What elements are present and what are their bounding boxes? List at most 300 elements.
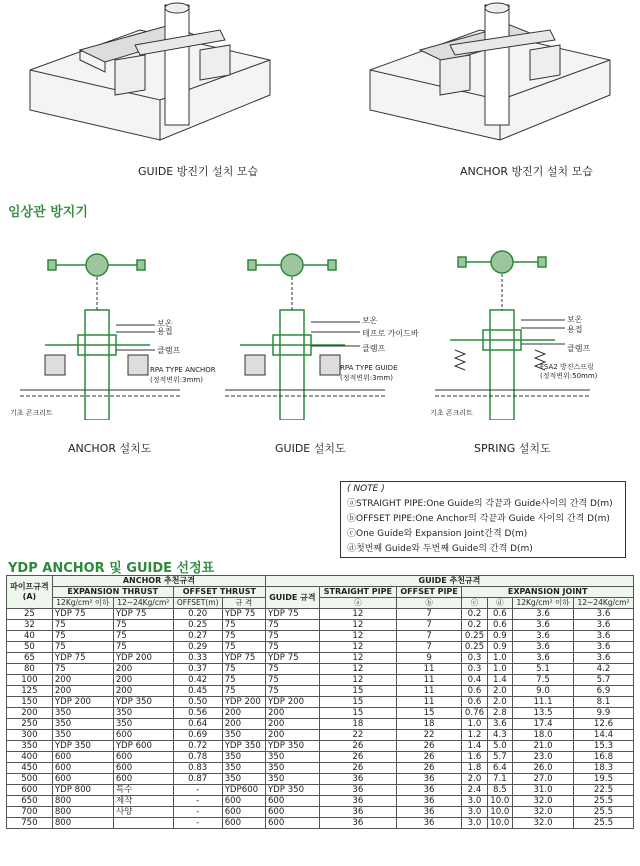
table-cell: 600 (265, 807, 319, 818)
table-cell: 7 (396, 609, 462, 620)
table-row (7, 620, 634, 631)
table-cell: 0.33 (173, 653, 222, 664)
table-row (7, 763, 634, 774)
table-cell: 3.6 (574, 620, 634, 631)
table-cell: 75 (222, 642, 265, 653)
th-pipe: 파이프규격 (A) (7, 576, 53, 609)
table-cell: 25.5 (574, 818, 634, 829)
anchor-label-foundation: 기초 콘크리트 (10, 409, 53, 417)
table-cell: 350 (222, 774, 265, 785)
table-cell: 600 (52, 774, 113, 785)
table-cell: 200 (52, 675, 113, 686)
table-cell: 350 (222, 763, 265, 774)
table-cell: 0.50 (173, 697, 222, 708)
table-cell: 15 (319, 708, 396, 719)
table-cell: YDP 75 (222, 609, 265, 620)
table-cell: YDP 75 (222, 653, 265, 664)
table-cell: 15.3 (574, 741, 634, 752)
anchor-label-clamp: 클램프 (157, 346, 181, 355)
table-cell: 75 (52, 620, 113, 631)
table-cell: 7 (396, 642, 462, 653)
table-cell: 12 (319, 631, 396, 642)
table-cell: 32.0 (513, 818, 574, 829)
table-cell: 10.0 (487, 807, 512, 818)
table-cell: 3.0 (462, 818, 487, 829)
table-cell: 0.27 (173, 631, 222, 642)
note-line: ⓒOne Guide와 Expansion Joint간격 D(m) (347, 529, 528, 539)
table-cell: 600 (113, 763, 173, 774)
table-cell: 75 (265, 664, 319, 675)
table-cell: 4.2 (574, 664, 634, 675)
table-cell: 0.6 (487, 609, 512, 620)
table-cell: 12 (319, 609, 396, 620)
table-cell: 75 (113, 620, 173, 631)
table-cell: 500 (7, 774, 53, 785)
table-cell: 200 (265, 730, 319, 741)
table-cell: 40 (7, 631, 53, 642)
table-cell: 800 (52, 818, 113, 829)
table-cell: - (173, 818, 222, 829)
spring-label-foundation: 기초 콘크리트 (430, 409, 473, 417)
th-a: ⓐ (319, 598, 396, 609)
table-cell: 1.0 (462, 719, 487, 730)
table-cell: 600 (113, 730, 173, 741)
table-cell: 36 (319, 807, 396, 818)
table-cell: YDP 75 (113, 609, 173, 620)
table-cell: 36 (319, 774, 396, 785)
table-cell: 5.7 (487, 752, 512, 763)
table-cell: 350 (7, 741, 53, 752)
table-cell: 특수 (113, 785, 173, 796)
table-cell: YDP 350 (113, 697, 173, 708)
table-cell: 700 (7, 807, 53, 818)
table-cell: 75 (265, 631, 319, 642)
table-cell: 0.2 (462, 620, 487, 631)
th-c: ⓒ (462, 598, 487, 609)
table-cell: 3.6 (513, 631, 574, 642)
table-cell: 0.25 (173, 620, 222, 631)
table-cell: 21.0 (513, 741, 574, 752)
table-cell: 600 (52, 752, 113, 763)
table-cell: 80 (7, 664, 53, 675)
table-cell: 15 (319, 686, 396, 697)
table-cell: 0.20 (173, 609, 222, 620)
table-cell: 0.9 (487, 642, 512, 653)
table-cell: 36 (396, 807, 462, 818)
table-cell: 0.45 (173, 686, 222, 697)
table-cell: 26 (319, 752, 396, 763)
table-cell: 450 (7, 763, 53, 774)
table-cell: 350 (265, 752, 319, 763)
table-cell: 800 (52, 796, 113, 807)
table-cell: 1.0 (487, 653, 512, 664)
table-cell: 0.76 (462, 708, 487, 719)
table-cell: 150 (7, 697, 53, 708)
table-cell: 200 (7, 708, 53, 719)
table-cell: 12 (319, 653, 396, 664)
table-cell: 0.37 (173, 664, 222, 675)
table-cell: 12.6 (574, 719, 634, 730)
table-cell: 200 (113, 686, 173, 697)
table-cell: 36 (396, 774, 462, 785)
table-cell: 300 (7, 730, 53, 741)
note-line: ⓐSTRAIGHT PIPE:One Guide의 각끝과 Guide사이의 간격 D(m) (347, 499, 613, 509)
table-cell: 16.8 (574, 752, 634, 763)
table-cell: 12 (319, 620, 396, 631)
table-cell: 32 (7, 620, 53, 631)
th-offset-thrust: OFFSET THRUST (173, 587, 265, 598)
anchor-label-rpa-sub: (정적변위:3mm) (150, 376, 203, 384)
table-cell: 5.0 (487, 741, 512, 752)
table-title: YDP ANCHOR 및 GUIDE 선정표 (8, 561, 215, 576)
table-cell: 13.5 (513, 708, 574, 719)
table-cell: 18 (319, 719, 396, 730)
table-row (7, 664, 634, 675)
table-cell: 2.4 (462, 785, 487, 796)
th-exp-thrust: EXPANSION THRUST (52, 587, 173, 598)
table-cell: 11.1 (513, 697, 574, 708)
table-cell: 75 (265, 620, 319, 631)
table-cell: 9.9 (574, 708, 634, 719)
table-cell: YDP 75 (265, 609, 319, 620)
table-cell: 3.0 (462, 796, 487, 807)
table-cell: 18.0 (513, 730, 574, 741)
table-cell: 75 (113, 631, 173, 642)
table-cell: 9 (396, 653, 462, 664)
table-cell: 26 (396, 763, 462, 774)
table-cell (113, 818, 173, 829)
table-cell: 0.42 (173, 675, 222, 686)
table-cell: 4.3 (487, 730, 512, 741)
table-cell: 6.4 (487, 763, 512, 774)
table-cell: 0.6 (462, 686, 487, 697)
table-cell: 200 (52, 686, 113, 697)
anchor-label-weld: 용접 (157, 327, 173, 336)
table-row (7, 807, 634, 818)
guide-label-insulation: 보온 (362, 316, 378, 325)
table-cell: YDP 200 (265, 697, 319, 708)
table-cell: 17.4 (513, 719, 574, 730)
guide-diagram-caption: GUIDE 설치도 (275, 442, 346, 455)
table-cell: 31.0 (513, 785, 574, 796)
note-line: ⓑOFFSET PIPE:One Anchor의 각끝과 Guide 사이의 간격 D(m) (347, 514, 610, 524)
table-row (7, 719, 634, 730)
table-cell: 10.0 (487, 818, 512, 829)
table-cell: 350 (222, 752, 265, 763)
table-cell: 200 (265, 719, 319, 730)
table-cell: 7.1 (487, 774, 512, 785)
table-cell: 600 (113, 752, 173, 763)
table-cell: 32.0 (513, 796, 574, 807)
table-cell: - (173, 807, 222, 818)
table-cell: 350 (52, 719, 113, 730)
table-cell: 0.56 (173, 708, 222, 719)
table-cell: 6.9 (574, 686, 634, 697)
table-cell: 75 (113, 642, 173, 653)
table-cell: 25.5 (574, 807, 634, 818)
table-cell: 200 (265, 708, 319, 719)
table-cell: 36 (396, 796, 462, 807)
table-cell: 26 (319, 741, 396, 752)
table-cell: 750 (7, 818, 53, 829)
table-cell: 26 (396, 752, 462, 763)
table-cell: 350 (52, 708, 113, 719)
table-row (7, 686, 634, 697)
table-cell: 3.6 (513, 642, 574, 653)
th-offset: OFFSET PIPE (396, 587, 462, 598)
table-cell: 9.0 (513, 686, 574, 697)
table-cell: 1.8 (462, 763, 487, 774)
table-cell: 25 (7, 609, 53, 620)
guide-label-rpa: RPA TYPE GUIDE (340, 364, 398, 372)
th-12-24: 12~24Kg/cm² (113, 598, 173, 609)
table-cell: YDP 75 (52, 653, 113, 664)
table-cell: 350 (222, 730, 265, 741)
table-cell: 0.6 (487, 620, 512, 631)
table-cell: 3.6 (513, 653, 574, 664)
table-cell: 0.3 (462, 664, 487, 675)
table-cell: 5.1 (513, 664, 574, 675)
table-cell: 0.78 (173, 752, 222, 763)
table-cell: 0.4 (462, 675, 487, 686)
table-cell: 27.0 (513, 774, 574, 785)
note-line: ⓓ첫번째 Guide와 두번째 Guide의 간격 D(m) (347, 544, 533, 554)
table-cell: 200 (222, 708, 265, 719)
th-straight: STRAIGHT PIPE (319, 587, 396, 598)
table-cell: 50 (7, 642, 53, 653)
table-cell: 10.0 (487, 796, 512, 807)
table-cell: 3.6 (513, 620, 574, 631)
spring-label-insulation: 보온 (567, 315, 583, 324)
table-cell: 75 (52, 631, 113, 642)
guide-install-drawing (20, 0, 280, 150)
table-cell: 7.5 (513, 675, 574, 686)
th-12: 12Kg/cm² 이하 (52, 598, 113, 609)
note-box (340, 481, 626, 558)
table-cell: 125 (7, 686, 53, 697)
table-cell: 350 (113, 708, 173, 719)
table-cell: YDP 200 (222, 697, 265, 708)
table-cell: 1.2 (462, 730, 487, 741)
guide-install-caption: GUIDE 방진기 설치 모습 (138, 165, 259, 178)
th-ej12: 12Kg/cm² 이하 (513, 598, 574, 609)
table-cell: 22 (319, 730, 396, 741)
spring-diagram (430, 250, 635, 420)
table-cell: 75 (222, 631, 265, 642)
spring-label-fsa2-sub: (정적변위:50mm) (540, 372, 598, 380)
section-title: 임상관 방지기 (8, 205, 88, 220)
table-cell: 25.5 (574, 796, 634, 807)
table-cell: 3.6 (574, 653, 634, 664)
table-cell: 15 (396, 708, 462, 719)
table-row (7, 697, 634, 708)
table-row (7, 752, 634, 763)
table-cell: 600 (265, 818, 319, 829)
table-cell: 3.6 (574, 642, 634, 653)
table-cell: 36 (319, 785, 396, 796)
th-ej24: 12~24Kg/cm² (574, 598, 634, 609)
spring-label-fsa2: FSA2 방진스프링 (540, 363, 594, 371)
table-cell: 600 (222, 818, 265, 829)
table-cell: 11 (396, 697, 462, 708)
table-cell: 0.3 (462, 653, 487, 664)
table-row (7, 642, 634, 653)
table-cell: 75 (222, 620, 265, 631)
table-cell: 14.4 (574, 730, 634, 741)
table-cell: 600 (222, 796, 265, 807)
table-row (7, 675, 634, 686)
table-row (7, 741, 634, 752)
table-row (7, 653, 634, 664)
table-cell: 7 (396, 620, 462, 631)
table-cell: 19.5 (574, 774, 634, 785)
table-cell: 75 (222, 686, 265, 697)
table-cell: 0.25 (462, 642, 487, 653)
anchor-label-rpa: RPA TYPE ANCHOR (150, 366, 216, 374)
table-row (7, 796, 634, 807)
th-offset-m: OFFSET(m) (173, 598, 222, 609)
table-cell: 26 (396, 741, 462, 752)
table-row (7, 785, 634, 796)
table-cell: 3.6 (574, 609, 634, 620)
table-row (7, 708, 634, 719)
table-cell: 250 (7, 719, 53, 730)
anchor-diagram-caption: ANCHOR 설치도 (68, 442, 152, 455)
anchor-install-caption: ANCHOR 방진기 설치 모습 (460, 165, 593, 178)
table-cell: 600 (7, 785, 53, 796)
table-cell: 18.3 (574, 763, 634, 774)
table-cell: 1.4 (487, 675, 512, 686)
table-row (7, 774, 634, 785)
table-cell: YDP600 (222, 785, 265, 796)
table-cell: 0.29 (173, 642, 222, 653)
table-row (7, 730, 634, 741)
th-guide: GUIDE 추천규격 (265, 576, 633, 587)
table-row (7, 631, 634, 642)
th-guide-spec: GUIDE 규격 (265, 587, 319, 609)
table-cell: YDP 350 (265, 785, 319, 796)
table-cell: 3.6 (513, 609, 574, 620)
table-cell: YDP 350 (222, 741, 265, 752)
table-cell: 0.69 (173, 730, 222, 741)
table-cell: YDP 350 (52, 741, 113, 752)
table-cell: YDP 75 (265, 653, 319, 664)
table-cell: 15 (319, 697, 396, 708)
spring-diagram-caption: SPRING 설치도 (474, 442, 551, 455)
th-exp-joint: EXPANSION JOINT (462, 587, 634, 598)
table-cell: 200 (222, 719, 265, 730)
table-cell: 75 (222, 675, 265, 686)
table-cell: 5.7 (574, 675, 634, 686)
table-cell: 200 (113, 675, 173, 686)
table-cell: 2.0 (487, 697, 512, 708)
table-cell: 26 (319, 763, 396, 774)
table-cell: 800 (52, 807, 113, 818)
table-cell: YDP 200 (52, 697, 113, 708)
table-cell: 2.0 (462, 774, 487, 785)
table-row (7, 609, 634, 620)
table-cell: 0.25 (462, 631, 487, 642)
table-cell: 350 (113, 719, 173, 730)
table-cell: 75 (52, 664, 113, 675)
table-cell: 3.6 (574, 631, 634, 642)
table-cell: 36 (319, 818, 396, 829)
table-cell: 36 (396, 785, 462, 796)
table-cell: 400 (7, 752, 53, 763)
table-cell: 12 (319, 642, 396, 653)
table-cell: 11 (396, 686, 462, 697)
table-cell: 8.5 (487, 785, 512, 796)
anchor-diagram (0, 250, 220, 420)
guide-label-clamp: 클램프 (362, 344, 386, 353)
th-anchor: ANCHOR 추천규격 (52, 576, 265, 587)
table-cell: 75 (52, 642, 113, 653)
table-cell: YDP 600 (113, 741, 173, 752)
table-cell: - (173, 796, 222, 807)
table-cell: YDP 350 (265, 741, 319, 752)
table-cell: YDP 200 (113, 653, 173, 664)
table-cell: 350 (265, 774, 319, 785)
table-cell: 1.6 (462, 752, 487, 763)
table-cell: 0.83 (173, 763, 222, 774)
table-cell: 600 (222, 807, 265, 818)
table-cell: 0.72 (173, 741, 222, 752)
spring-label-weld: 용접 (567, 325, 583, 334)
table-cell: - (173, 785, 222, 796)
anchor-label-insulation: 보온 (157, 319, 173, 328)
table-cell: 600 (52, 763, 113, 774)
table-cell: 0.87 (173, 774, 222, 785)
table-cell: 0.9 (487, 631, 512, 642)
table-cell: 100 (7, 675, 53, 686)
table-cell: 8.1 (574, 697, 634, 708)
table-cell: 0.2 (462, 609, 487, 620)
table-cell: 26.0 (513, 763, 574, 774)
table-cell: 12 (319, 664, 396, 675)
table-cell: 2.8 (487, 708, 512, 719)
spring-label-clamp: 클램프 (567, 344, 591, 353)
note-title: ( NOTE ) (347, 484, 385, 494)
table-cell: 3.6 (487, 719, 512, 730)
table-cell: 1.0 (487, 664, 512, 675)
table-cell: 75 (265, 642, 319, 653)
table-cell: 36 (319, 796, 396, 807)
table-cell: 제작 (113, 796, 173, 807)
table-cell: 11 (396, 675, 462, 686)
table-cell: 200 (113, 664, 173, 675)
table-cell: 12 (319, 675, 396, 686)
table-cell: 75 (222, 664, 265, 675)
table-cell: 75 (265, 686, 319, 697)
table-cell: 22 (396, 730, 462, 741)
table-cell: 11 (396, 664, 462, 675)
table-cell: 32.0 (513, 807, 574, 818)
table-cell: 600 (265, 796, 319, 807)
table-cell: 7 (396, 631, 462, 642)
table-cell: 2.0 (487, 686, 512, 697)
table-cell: 600 (113, 774, 173, 785)
table-cell: 3.0 (462, 807, 487, 818)
table-cell: 0.6 (462, 697, 487, 708)
table-cell: 1.4 (462, 741, 487, 752)
guide-label-teflon: 테프로 가이드바 (362, 329, 419, 338)
th-d: ⓓ (487, 598, 512, 609)
table-cell: 350 (265, 763, 319, 774)
table-cell: 18 (396, 719, 462, 730)
table-row (7, 818, 634, 829)
table-cell: 350 (52, 730, 113, 741)
th-b: ⓑ (396, 598, 462, 609)
